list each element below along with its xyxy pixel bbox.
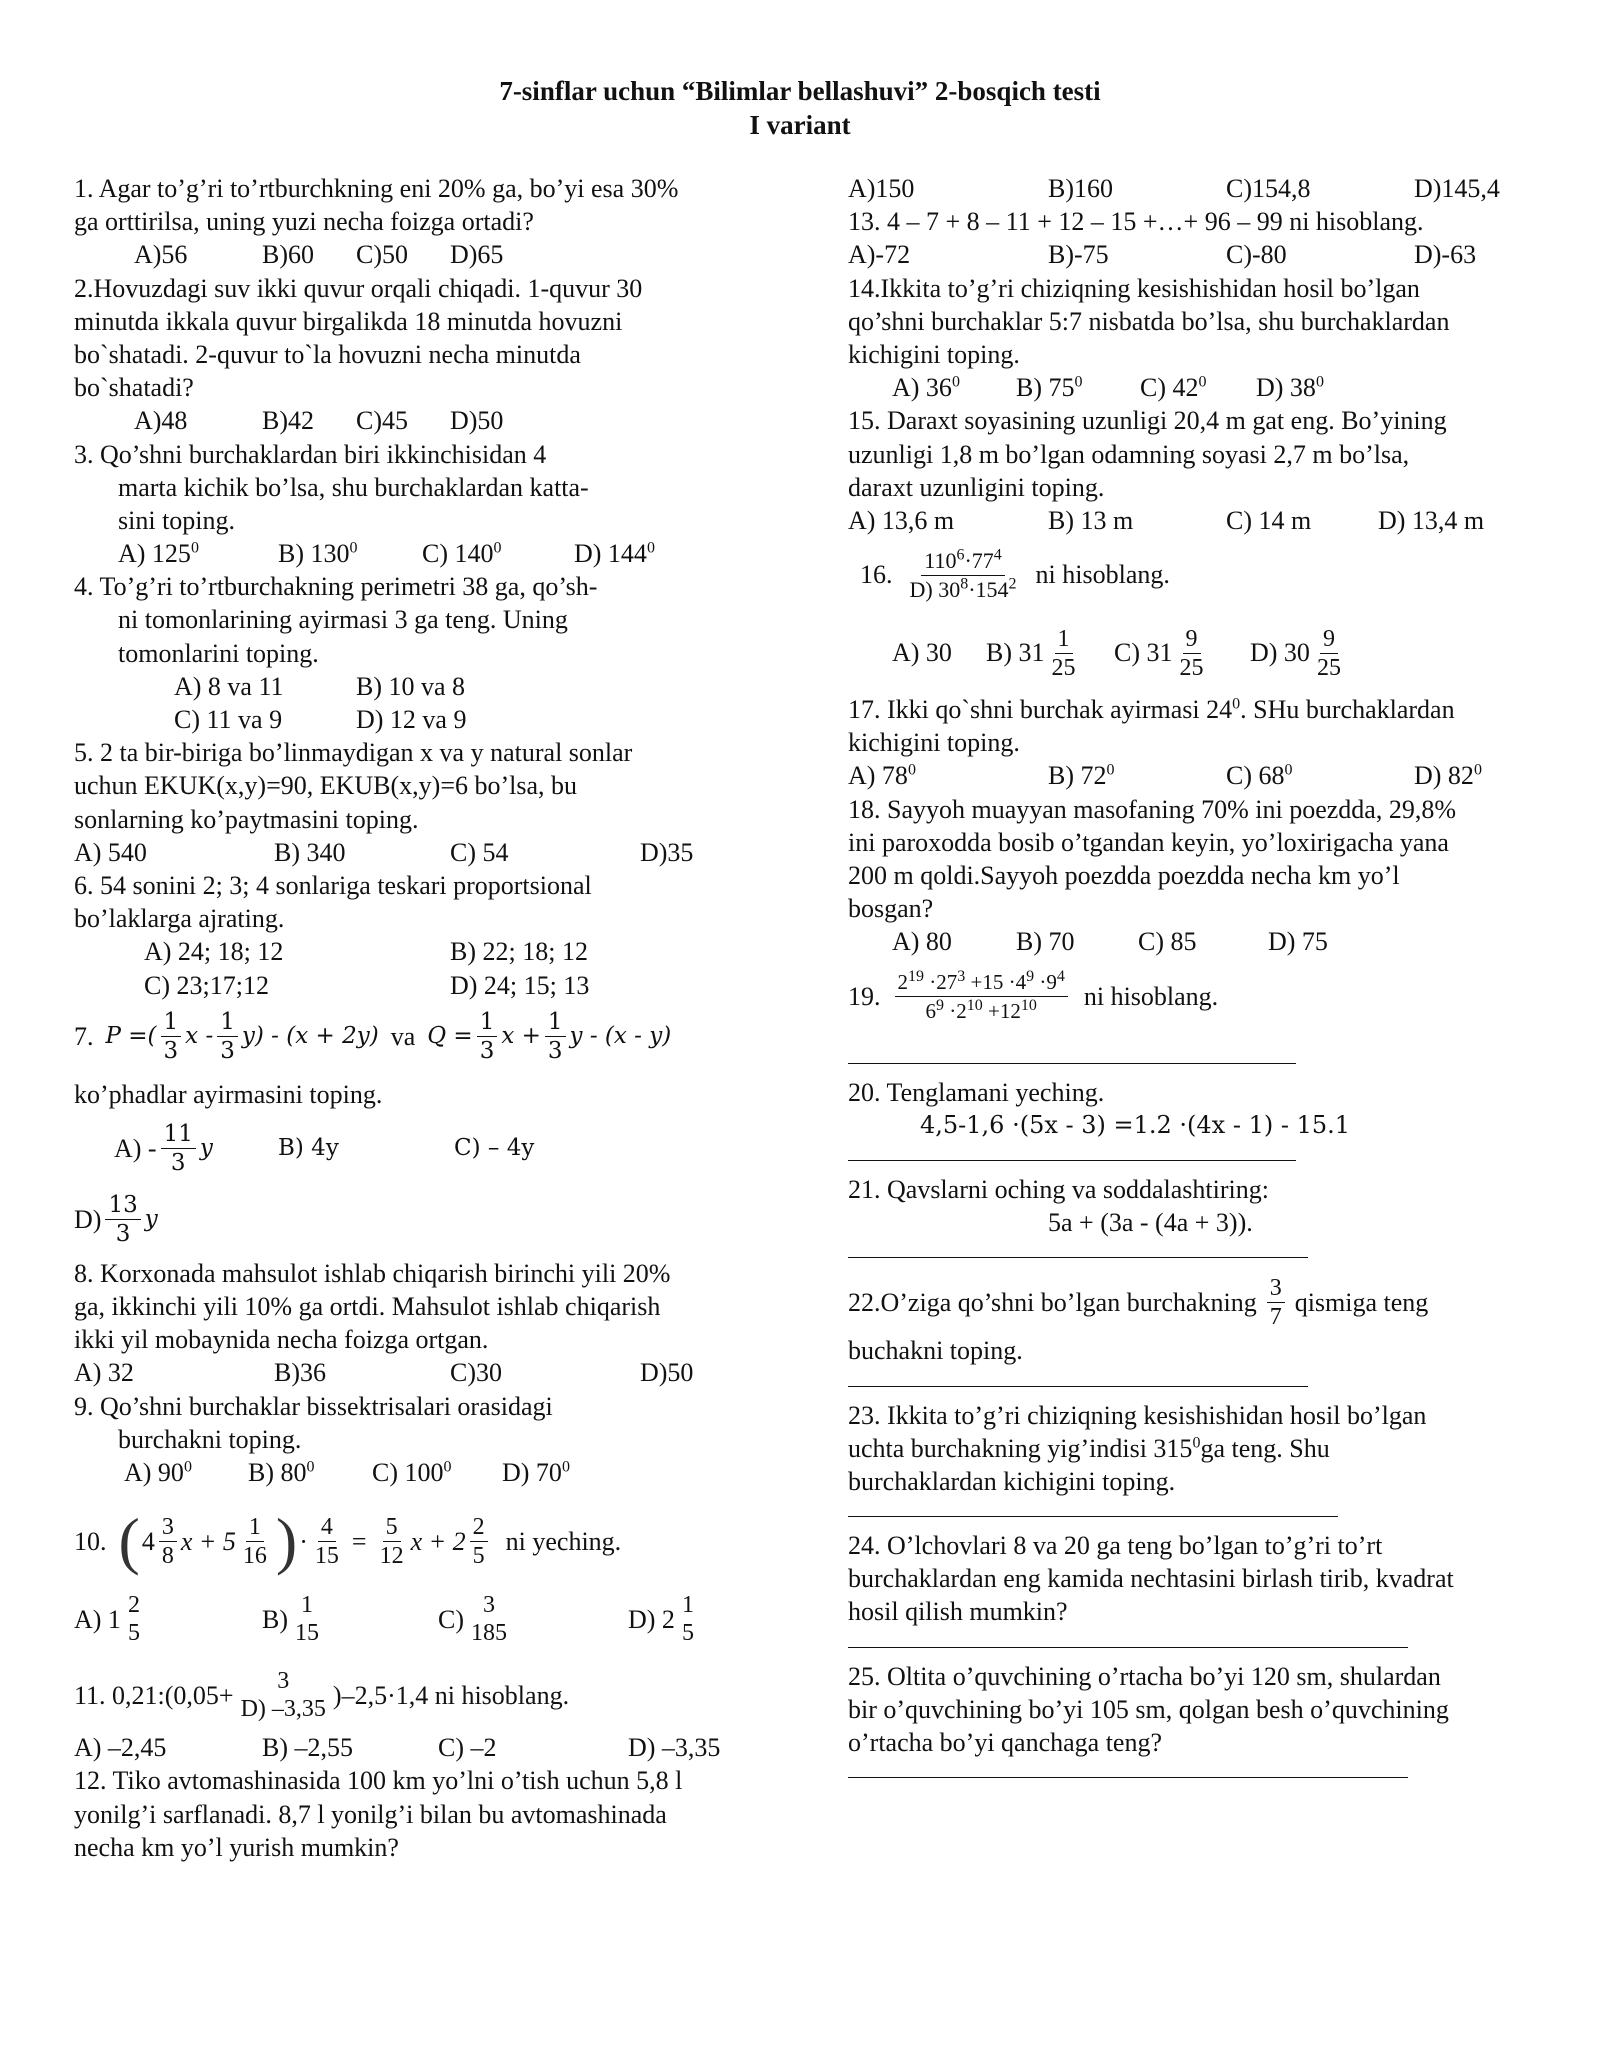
question-17 [848, 693, 1528, 793]
q5-option-b: B) 340 [274, 837, 346, 867]
q11-option-d: D) –3,35 [628, 1733, 721, 1763]
q11-expression: 11. 0,21:(0,05+ 3 D) –3,35 )–2,5·1,4 ni hisoblang. [74, 1668, 570, 1723]
q13-line-1: 13. 4 – 7 + 8 – 11 + 12 – 15 +…+ 96 – 99 ni hisoblang. [848, 207, 1424, 237]
q15-line-1: 15. Daraxt soyasining uzunligi 20,4 m gat eng. Bo’yining [848, 406, 1447, 436]
q16-option-c: C) 31 $\frac{9}{25}$ [1114, 625, 1204, 681]
q18-option-b: B) 70 [1016, 927, 1075, 957]
question-18 [848, 793, 1528, 959]
q3-option-c: C) $140^0$ [422, 539, 502, 569]
q1-line-1: 1. Agar to’g’ri to’rtburchkning eni 20% ga, bo’yi esa 30% [74, 174, 679, 203]
q2-option-b: B)42 [262, 406, 314, 436]
q7-option-b: B) 4y [278, 1135, 339, 1162]
q13-option-a: A)-72 [848, 240, 911, 270]
q15-option-a: A) 13,6 m [848, 505, 955, 535]
q20-line-1: 20. Tenglamani yeching. [848, 1077, 1105, 1107]
q4-options-row-1 [74, 670, 764, 703]
q2-options [74, 404, 764, 437]
q21-expression: 5a + (3a - (4a + 3)). [1048, 1208, 1253, 1238]
q7-fraction-3: $\frac{1}{3}$ [477, 1008, 498, 1065]
question-11 [74, 1659, 764, 1764]
q13-option-c: C)-80 [1226, 240, 1287, 270]
q18-line-1: 18. Sayyoh muayyan masofaning 70% ini poezdda, 29,8% [848, 794, 1456, 824]
q18-option-a: A) 80 [892, 927, 952, 957]
q4-option-a: A) 8 va 11 [174, 671, 284, 701]
q22-line-2: buchakni toping. [848, 1336, 1023, 1366]
q8-line-2: ga, ikkinchi yili 10% ga ortdi. Mahsulot ishlab chiqarish [74, 1292, 661, 1322]
q8-option-b: B)36 [274, 1358, 326, 1388]
q18-options [848, 925, 1528, 958]
q15-option-d: D) 13,4 m [1378, 505, 1485, 535]
q8-option-d: D)50 [640, 1358, 694, 1388]
q2-line-4: bo`shatadi? [74, 373, 194, 403]
question-25 [848, 1660, 1528, 1779]
question-19 [848, 959, 1528, 1064]
q9-option-a: A) $90^0$ [124, 1458, 192, 1487]
q2-line-3: bo`shatadi. 2-quvur to`la hovuzni necha minutda [74, 339, 581, 369]
q16-expression: 16. $\frac{110^6\cdot 77^4}{D) 30^8\cdot 154^2}$ ni hisoblang. [860, 546, 1170, 602]
q8-option-a: A) 32 [74, 1358, 134, 1388]
q6-option-d: D) 24; 15; 13 [450, 970, 590, 1000]
q3-options [74, 537, 764, 570]
question-1 [74, 172, 764, 272]
question-14 [848, 272, 1528, 405]
q23-line-1: 23. Ikkita to’g’ri chiziqning kesishishidan hosil bo’lgan [848, 1400, 1427, 1430]
q20-answer-line[interactable] [848, 1142, 1296, 1161]
q6-option-a: A) 24; 18; 12 [144, 937, 284, 967]
q2-line-2: minutda ikkala quvur birgalikda 18 minutda hovuzni [74, 306, 623, 336]
q17-option-a: A) $78^0$ [848, 761, 916, 791]
q12-line-2: yonilg’i sarflanadi. 8,7 l yonilg’i bilan bu avtomashinada [74, 1799, 667, 1829]
q9-option-c: C) $100^0$ [372, 1458, 452, 1487]
q18-line-2: ini paroxodda bosib o’tgandan keyin, yo’loxirigacha yana [848, 827, 1449, 857]
q13-options [848, 238, 1528, 271]
q4-option-c: C) 11 va 9 [174, 705, 283, 734]
q16-option-d: D) 30 $\frac{9}{25}$ [1250, 625, 1341, 681]
q4-option-b: B) 10 va 8 [356, 671, 466, 701]
q14-option-c: C) $42^0$ [1140, 373, 1207, 403]
q9-line-1: 9. Qo’shni burchaklar bissektrisalari orasidagi [74, 1391, 553, 1421]
q9-line-2: burchakni toping. [118, 1424, 302, 1454]
q23-line-3: burchaklardan kichigini toping. [848, 1466, 1176, 1496]
q15-line-2: uzunligi 1,8 m bo’lgan odamning soyasi 2,7 m bo’lsa, [848, 439, 1410, 469]
question-21 [848, 1173, 1528, 1258]
q14-line-2: qo’shni burchaklar 5:7 nisbatda bo’lsa, shu burchaklardan [848, 306, 1450, 336]
q15-option-b: B) 13 m [1048, 505, 1134, 535]
q1-option-a: A)56 [134, 240, 188, 270]
q15-line-3: daraxt uzunligini toping. [848, 472, 1105, 502]
q16-option-a: A) 30 [892, 638, 952, 668]
q7-option-a: A) - $\frac{11}{3}$ y [114, 1121, 213, 1177]
q1-line-2: ga orttirilsa, uning yuzi necha foizga ortadi? [74, 207, 534, 237]
q12-line-1: 12. Tiko avtomashinasida 100 km yo’lni o’tish uchun 5,8 l [74, 1766, 683, 1796]
question-10 [74, 1503, 764, 1659]
q10-equation: 10. ( 4 $\frac{3}{8}$ x + 5 $\frac{1}{16}$ ) · $\frac{4}{15}$ = $\frac{5}{12}$ x + 2 $\frac{2}{5}$ ni yeching. [74, 1505, 622, 1577]
q5-option-a: A) 540 [74, 837, 147, 867]
q7-expression: 7. P =( $\frac{1}{3}$ x - $\frac{1}{3}$ y) - (x + 2y) va Q = $\frac{1}{3}$ x + $\frac{1}{3}$ y - (x - y) [74, 1009, 672, 1065]
q14-option-a: A) $36^0$ [892, 373, 960, 403]
q2-option-a: A)48 [134, 406, 188, 436]
q2-option-d: D)50 [450, 406, 504, 436]
q12-option-a: A)150 [848, 174, 915, 203]
q3-line-2: marta kichik bo’lsa, shu burchaklardan katta- [118, 472, 589, 502]
test-variant: I variant [749, 110, 851, 140]
q5-options [74, 836, 764, 869]
q9-option-d: D) $70^0$ [502, 1458, 570, 1487]
q7-option-c: C) – 4y [454, 1135, 535, 1162]
question-5 [74, 736, 764, 869]
q24-line-2: burchaklardan eng kamida nechtasini birlash tirib, kvadrat [848, 1564, 1454, 1594]
question-22 [848, 1270, 1528, 1386]
q7-fraction-1: $\frac{1}{3}$ [161, 1008, 182, 1065]
q21-line-1: 21. Qavslarni oching va soddalashtiring: [848, 1174, 1269, 1204]
q24-line-1: 24. O’lchovlari 8 va 20 ga teng bo’lgan to’g’ri to’rt [848, 1531, 1383, 1561]
q3-option-b: B) $130^0$ [278, 539, 358, 569]
question-12 [74, 1764, 764, 1864]
q14-option-b: B) $75^0$ [1016, 373, 1083, 403]
q4-line-2: ni tomonlarining ayirmasi 3 ga teng. Uning [118, 605, 568, 635]
q3-line-3: sini toping. [118, 505, 236, 535]
q11-options [74, 1731, 764, 1764]
q10-option-a: A) 1 2 5 [74, 1592, 140, 1647]
q16-options [848, 613, 1528, 693]
q8-option-c: C)30 [450, 1358, 502, 1388]
q8-line-3: ikki yil mobaynida necha foizga ortgan. [74, 1325, 489, 1355]
q16-option-b: B) 31 $\frac{1}{25}$ [986, 625, 1076, 681]
question-24 [848, 1529, 1528, 1648]
question-13 [848, 205, 1528, 271]
q21-answer-line[interactable] [848, 1239, 1308, 1258]
q6-options-row-2 [74, 969, 764, 1002]
q10-options [74, 1579, 764, 1659]
q17-line-1: 17. Ikki qo`shni burchak ayirmasi $24^0$. SHu burchaklardan [848, 695, 1455, 725]
q12-line-3: necha km yo’l yurish mumkin? [74, 1832, 399, 1862]
q12-option-b: B)160 [1048, 174, 1113, 203]
q4-line-1: 4. To’g’ri to’rtburchakning perimetri 38 ga, qo’sh- [74, 572, 598, 602]
question-2 [74, 272, 764, 438]
test-title: 7-sinflar uchun “Bilimlar bellashuvi” 2-bosqich testi [499, 76, 1101, 106]
q12-options [848, 172, 1528, 205]
right-column [848, 172, 1528, 1790]
q14-line-1: 14.Ikkita to’g’ri chiziqning kesishishidan hosil bo’lgan [848, 273, 1420, 303]
q4-line-3: tomonlarini toping. [118, 638, 319, 668]
q1-option-d: D)65 [450, 240, 504, 270]
q6-line-1: 6. 54 sonini 2; 3; 4 sonlariga teskari proportsional [74, 870, 592, 900]
question-4 [74, 570, 764, 736]
q14-option-d: D) $38^0$ [1256, 373, 1324, 403]
q13-option-d: D)-63 [1414, 240, 1477, 270]
q6-line-2: bo’laklarga ajrating. [74, 904, 285, 934]
q22-line-1: 22.O’ziga qo’shni bo’lgan burchakning $\frac{3}{7}$ qismiga teng [848, 1274, 1429, 1330]
q24-line-3: hosil qilish mumkin? [848, 1597, 1068, 1627]
q18-option-c: C) 85 [1138, 927, 1197, 957]
q1-option-c: C)50 [356, 240, 408, 270]
q17-option-d: D) $82^0$ [1414, 761, 1482, 791]
question-8 [74, 1257, 764, 1390]
question-7 [74, 1002, 764, 1253]
q1-option-b: B)60 [262, 240, 314, 270]
q18-option-d: D) 75 [1268, 927, 1328, 957]
q7-fraction-4: $\frac{1}{3}$ [545, 1008, 566, 1065]
left-column [74, 172, 764, 1864]
q11-option-c: C) –2 [438, 1733, 497, 1763]
q7-fraction-2: $\frac{1}{3}$ [217, 1008, 238, 1065]
q11-option-b: B) –2,55 [262, 1733, 353, 1763]
q7-line-2: ko’phadlar ayirmasini toping. [74, 1079, 383, 1109]
question-9 [74, 1390, 764, 1490]
q23-line-2: uchta burchakning yig’indisi $315^0ga$ teng. Shu [848, 1433, 1330, 1463]
q9-options [74, 1456, 764, 1489]
q2-option-c: C)45 [356, 406, 408, 436]
q12-option-c: C)154,8 [1226, 174, 1311, 203]
q5-line-3: sonlarning ko’paytmasini toping. [74, 804, 419, 834]
q18-line-3: 200 m qoldi.Sayyoh poezdda poezdda necha km yo’l [848, 861, 1400, 890]
q15-options [848, 504, 1528, 537]
q9-option-b: B) $80^0$ [248, 1458, 315, 1487]
q1-options [74, 238, 764, 271]
q20-equation: 4,5-1,6 ·(5x - 3) =1.2 ·(4x - 1) - 15.1 [920, 1110, 1351, 1139]
question-16 [848, 537, 1528, 693]
question-6 [74, 869, 764, 1002]
q15-option-c: C) 14 m [1226, 505, 1312, 535]
question-20 [848, 1076, 1528, 1161]
q8-options [74, 1356, 764, 1389]
q23-answer-line[interactable] [848, 1498, 1338, 1517]
q5-option-c: C) 54 [450, 837, 509, 867]
q22-answer-line[interactable] [848, 1368, 1308, 1387]
q17-line-2: kichigini toping. [848, 728, 1020, 758]
q17-options [848, 759, 1528, 792]
q5-line-2: uchun EKUK(x,y)=90, EKUB(x,y)=6 bo’lsa, bu [74, 771, 578, 801]
q19-expression: 19. $\frac{2^{19} \cdot 27^3 +15 \cdot 4^9 \cdot 9^4}{6^9 \cdot 2^{10} +12^{10}}$ ni hisoblang. [848, 968, 1219, 1024]
q7-option-d: D) $\frac{13}{3}$ y [74, 1192, 158, 1248]
q24-answer-line[interactable] [848, 1629, 1408, 1648]
q25-line-1: 25. Oltita o’quvchining o’rtacha bo’yi 120 sm, shulardan [848, 1661, 1441, 1691]
q4-options-row-2 [74, 703, 764, 736]
q11-option-a: A) –2,45 [74, 1733, 167, 1763]
q10-option-b: B) 1 15 [262, 1592, 319, 1647]
q17-option-b: B) $72^0$ [1048, 761, 1115, 791]
q5-option-d: D)35 [640, 837, 694, 867]
q25-line-3: o’rtacha bo’yi qanchaga teng? [848, 1728, 1163, 1757]
q7-options [74, 1111, 764, 1187]
q6-options-row-1 [74, 935, 764, 968]
q3-option-a: A) $125^0$ [118, 539, 199, 569]
question-3 [74, 438, 764, 571]
q25-line-2: bir o’quvchining bo’yi 105 sm, qolgan besh o’quvchining [848, 1694, 1449, 1724]
q3-option-d: D) $144^0$ [574, 539, 655, 569]
q25-answer-line[interactable] [848, 1759, 1408, 1778]
q2-line-1: 2.Hovuzdagi suv ikki quvur orqali chiqadi. 1-quvur 30 [74, 273, 643, 303]
q4-option-d: D) 12 va 9 [356, 705, 467, 734]
q6-option-b: B) 22; 18; 12 [450, 937, 588, 967]
q10-option-d: D) 2 1 5 [628, 1592, 694, 1647]
q19-answer-line[interactable] [848, 1045, 1296, 1064]
q6-option-c: C) 23;17;12 [144, 970, 269, 1000]
q10-option-c: C) 3 185 [438, 1592, 507, 1647]
q13-option-b: B)-75 [1048, 240, 1109, 270]
q17-option-c: C) $68^0$ [1226, 761, 1293, 791]
q3-line-1: 3. Qo’shni burchaklardan biri ikkinchisidan 4 [74, 439, 547, 469]
q14-line-3: kichigini toping. [848, 339, 1020, 369]
q14-options [848, 371, 1528, 404]
q5-line-1: 5. 2 ta bir-biriga bo’linmaydigan x va y natural sonlar [74, 738, 633, 768]
q18-line-4: bosgan? [848, 894, 934, 924]
q8-line-1: 8. Korxonada mahsulot ishlab chiqarish birinchi yili 20% [74, 1258, 671, 1288]
q12-option-d: D)145,4 [1414, 174, 1500, 203]
question-23 [848, 1399, 1528, 1518]
question-15 [848, 404, 1528, 537]
